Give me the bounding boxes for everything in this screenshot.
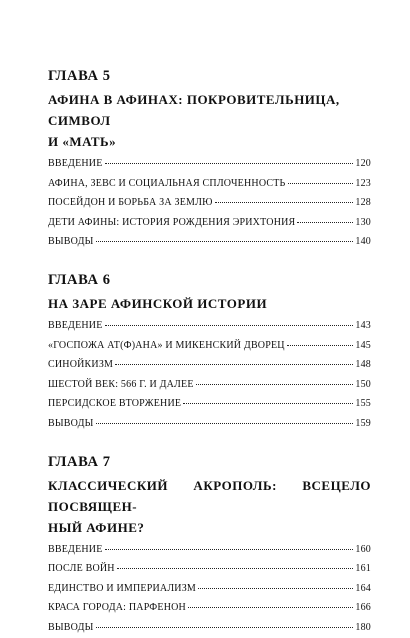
toc-entry[interactable] xyxy=(48,355,371,375)
entry-title: ВВЕДЕНИЕ xyxy=(48,158,103,169)
entry-title: ВВЕДЕНИЕ xyxy=(48,319,103,331)
dot-leader xyxy=(96,241,354,242)
toc-entry[interactable] xyxy=(48,213,371,233)
chapter-title-line: АФИНА В АФИНАХ: ПОКРОВИТЕЛЬНИЦА, СИМВОЛ xyxy=(48,92,340,128)
entry-page-number: 166 xyxy=(355,602,371,614)
entry-page-number: 130 xyxy=(355,216,371,228)
entry-page-number: 120 xyxy=(355,158,371,169)
chapter-title xyxy=(48,475,371,538)
dot-leader xyxy=(288,183,354,184)
entry-page-number: 128 xyxy=(355,197,371,209)
toc-entry[interactable] xyxy=(48,336,371,356)
entry-title: АФИНА, ЗЕВС И СОЦИАЛЬНАЯ СПЛОЧЕННОСТЬ xyxy=(48,177,286,189)
toc-entry[interactable] xyxy=(48,375,371,395)
entry-title: ВЫВОДЫ xyxy=(48,417,94,429)
chapter-title-line: И «МАТЬ» xyxy=(48,134,117,149)
entry-title: ШЕСТОЙ ВЕК: 566 Г. И ДАЛЕЕ xyxy=(48,378,194,390)
toc-entry[interactable] xyxy=(48,559,371,579)
dot-leader xyxy=(297,222,353,223)
toc-entry[interactable] xyxy=(48,232,371,252)
entry-page-number: 150 xyxy=(355,378,371,390)
toc-entry[interactable] xyxy=(48,154,371,174)
dot-leader xyxy=(183,403,353,404)
dot-leader xyxy=(115,364,353,365)
entry-title: «ГОСПОЖА АТ(Ф)АНА» И МИКЕНСКИЙ ДВОРЕЦ xyxy=(48,339,285,351)
entry-page-number: 161 xyxy=(355,563,371,575)
entry-title: ПОСЛЕ ВОЙН xyxy=(48,563,115,575)
entry-title: ПОСЕЙДОН И БОРЬБА ЗА ЗЕМЛЮ xyxy=(48,197,213,209)
chapter-title-line: НА ЗАРЕ АФИНСКОЙ ИСТОРИИ xyxy=(48,295,268,311)
toc-entry[interactable] xyxy=(48,316,371,336)
table-of-contents xyxy=(48,66,371,638)
toc-entry[interactable] xyxy=(48,540,371,560)
entry-page-number: 155 xyxy=(355,398,371,410)
toc-entry[interactable] xyxy=(48,414,371,434)
entry-page-number: 140 xyxy=(355,236,371,248)
entry-title: СИНОЙКИЗМ xyxy=(48,359,114,371)
entry-title: ПЕРСИДСКОЕ ВТОРЖЕНИЕ xyxy=(48,398,182,410)
entry-page-number: 159 xyxy=(355,417,371,429)
entry-page-number: 143 xyxy=(355,319,371,331)
chapter-label: ГЛАВА 7 xyxy=(48,453,111,470)
chapter-6 xyxy=(48,270,371,434)
chapter-5 xyxy=(48,66,371,252)
toc-entry[interactable] xyxy=(48,193,371,213)
dot-leader xyxy=(105,549,354,550)
entry-page-number: 164 xyxy=(355,582,371,594)
entry-title: ВЫВОДЫ xyxy=(48,621,94,633)
dot-leader xyxy=(96,423,354,424)
entry-title: ВВЕДЕНИЕ xyxy=(48,543,103,555)
entry-list xyxy=(48,154,371,252)
entry-title: КРАСА ГОРОДА: ПАРФЕНОН xyxy=(48,602,186,614)
chapter-label: ГЛАВА 6 xyxy=(48,271,111,288)
dot-leader xyxy=(96,627,354,628)
dot-leader xyxy=(117,568,354,569)
dot-leader xyxy=(105,163,354,164)
entry-list xyxy=(48,316,371,434)
dot-leader xyxy=(105,325,354,326)
entry-page-number: 145 xyxy=(355,339,371,351)
chapter-title-line: НЫЙ АФИНЕ? xyxy=(48,519,145,535)
entry-title: ВЫВОДЫ xyxy=(48,236,94,248)
toc-entry[interactable] xyxy=(48,598,371,618)
entry-page-number: 148 xyxy=(355,359,371,371)
toc-entry[interactable] xyxy=(48,618,371,638)
toc-entry[interactable] xyxy=(48,174,371,194)
dot-leader xyxy=(196,384,354,385)
dot-leader xyxy=(198,588,353,589)
dot-leader xyxy=(188,607,353,608)
entry-page-number: 180 xyxy=(355,621,371,633)
chapter-label: ГЛАВА 5 xyxy=(48,68,111,84)
entry-page-number: 160 xyxy=(355,543,371,555)
entry-title: ЕДИНСТВО И ИМПЕРИАЛИЗМ xyxy=(48,582,197,594)
chapter-title-line: КЛАССИЧЕСКИЙ АКРОПОЛЬ: ВСЕЦЕЛО ПОСВЯЩЕН- xyxy=(48,477,371,514)
toc-entry[interactable] xyxy=(48,394,371,414)
dot-leader xyxy=(287,345,354,346)
chapter-7 xyxy=(48,452,371,638)
entry-title: ДЕТИ АФИНЫ: ИСТОРИЯ РОЖДЕНИЯ ЭРИХТОНИЯ xyxy=(48,216,296,228)
entry-page-number: 123 xyxy=(355,177,371,189)
entry-list xyxy=(48,540,371,638)
chapter-title xyxy=(48,89,371,152)
dot-leader xyxy=(215,202,354,203)
chapter-title xyxy=(48,293,371,314)
